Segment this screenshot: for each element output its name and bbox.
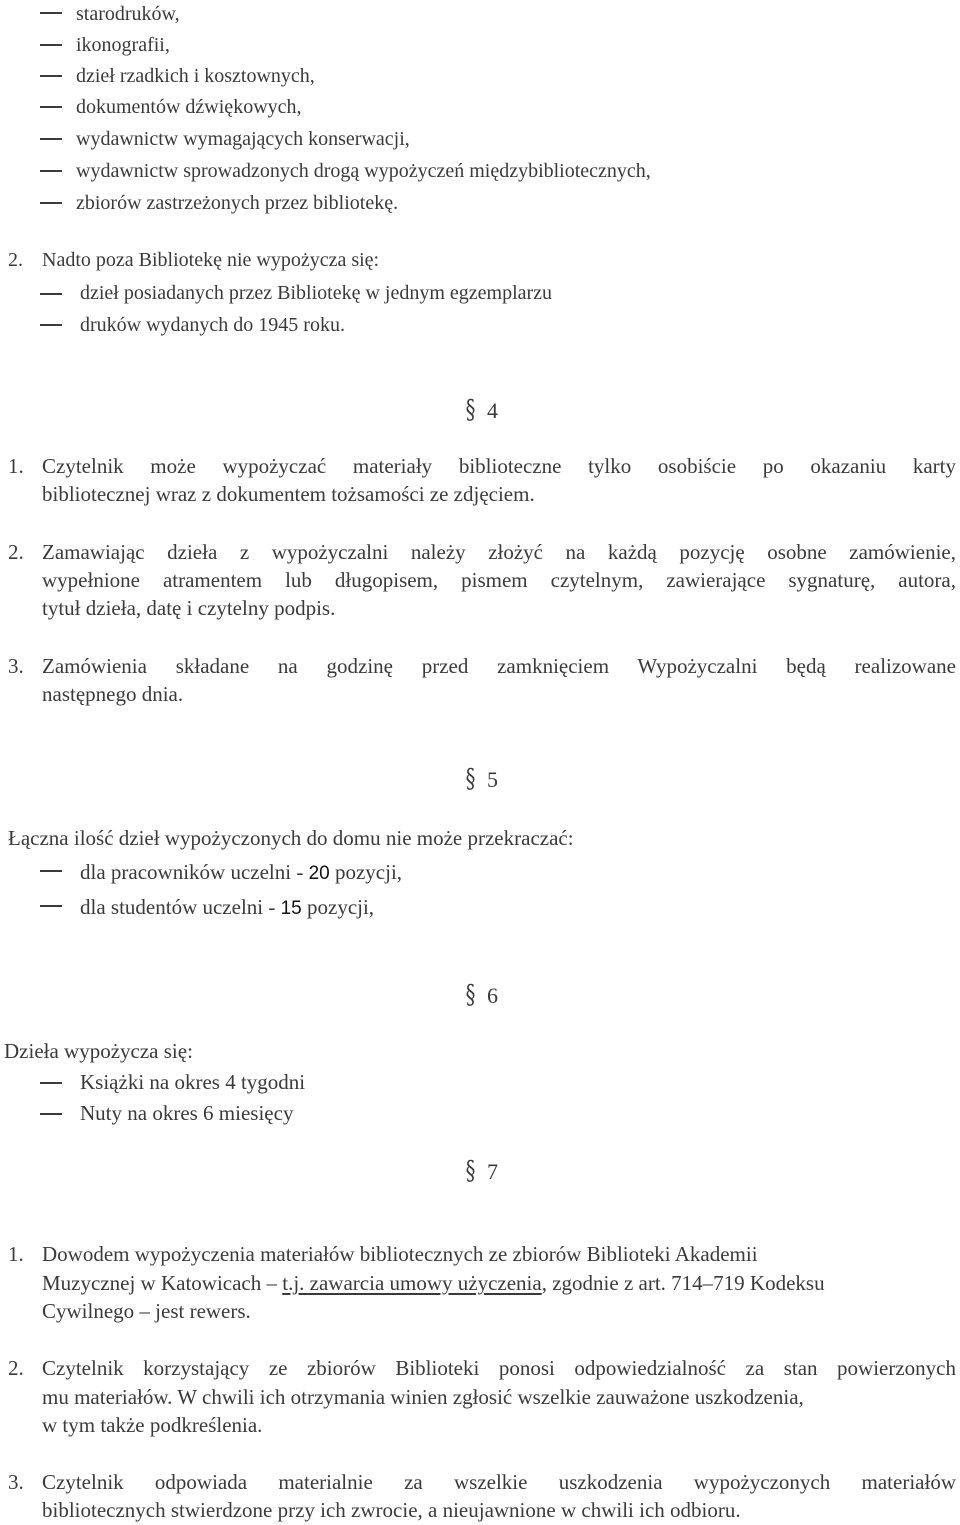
dash-bullet (40, 1113, 62, 1115)
dash-bullet (40, 870, 62, 872)
list-item: dokumentów dźwiękowych, (76, 96, 302, 118)
dash-bullet (40, 44, 62, 46)
paragraph-line: tytuł dzieła, datę i czytelny podpis. (42, 596, 336, 620)
limit-count: 15 (280, 898, 302, 919)
point-number: 2. (8, 249, 23, 271)
section-intro: Dzieła wypożycza się: (4, 1039, 193, 1063)
point-number: 2. (8, 540, 24, 564)
dash-bullet (40, 106, 62, 108)
underlined-term: t.j. zawarcia umowy użyczenia (282, 1271, 542, 1295)
section-number: 5 (487, 767, 498, 792)
dash-bullet (40, 905, 62, 907)
paragraph-line: mu materiałów. W chwili ich otrzymania winien zgłosić wszelkie zauważone uszkodzenia, (42, 1385, 804, 1409)
section-symbol: § (465, 395, 476, 425)
point-number: 2. (8, 1356, 24, 1380)
point-number: 1. (8, 454, 24, 478)
list-item: wydawnictw wymagających konserwacji, (76, 128, 410, 150)
section-heading (464, 1156, 498, 1186)
point-number: 1. (8, 1242, 24, 1266)
list-item-text: dla studentów uczelni - (80, 895, 281, 919)
list-item: druków wydanych do 1945 roku. (80, 314, 345, 336)
dash-bullet (40, 202, 62, 204)
list-item (80, 858, 402, 888)
list-item: Książki na okres 4 tygodni (80, 1070, 306, 1094)
list-item-text: pozycji, (329, 860, 403, 884)
paragraph-line: wypełnione atramentem lub długopisem, pismem czytelnym, zawierające sygnaturę, autora, (42, 568, 956, 592)
dash-bullet (40, 1082, 62, 1084)
point-number: 3. (8, 1470, 24, 1494)
section-number: 7 (487, 1159, 498, 1184)
dash-bullet (40, 12, 62, 14)
section-heading (464, 764, 498, 794)
section-number: 4 (487, 398, 498, 423)
paragraph-line: Czytelnik odpowiada materialnie za wszelkie uszkodzenia wypożyczonych materiałów (42, 1470, 956, 1494)
point-number: 3. (8, 654, 24, 678)
dash-bullet (40, 138, 62, 140)
dash-bullet (40, 170, 62, 172)
list-item: dzieł posiadanych przez Bibliotekę w jednym egzemplarzu (80, 282, 553, 304)
dash-bullet (40, 75, 62, 77)
paragraph-text: Nadto poza Bibliotekę nie wypożycza się: (42, 249, 380, 271)
paragraph-text: , zgodnie z art. 714–719 Kodeksu (541, 1271, 825, 1295)
paragraph-line: Dowodem wypożyczenia materiałów bibliotecznych ze zbiorów Biblioteki Akademii (42, 1242, 758, 1266)
section-intro: Łączna ilość dzieł wypożyczonych do domu nie może przekraczać: (8, 826, 574, 850)
list-item (80, 893, 374, 923)
list-item: dzieł rzadkich i kosztownych, (76, 65, 315, 87)
paragraph-line: bibliotecznej wraz z dokumentem tożsamości ze zdjęciem. (42, 482, 535, 506)
list-item: ikonografii, (76, 34, 170, 56)
paragraph-line: następnego dnia. (42, 682, 184, 706)
paragraph-line: bibliotecznych stwierdzone przy ich zwrocie, a nieujawnione w chwili ich odbioru. (42, 1498, 741, 1522)
list-item-text: dla pracowników uczelni - (80, 860, 309, 884)
section-symbol: § (465, 1156, 476, 1186)
dash-bullet (40, 293, 62, 295)
section-heading (464, 395, 498, 425)
paragraph-line: Czytelnik korzystający ze zbiorów Biblioteki ponosi odpowiedzialność za stan powierzonych (42, 1356, 956, 1380)
section-symbol: § (465, 764, 476, 794)
list-item: starodruków, (76, 3, 180, 25)
paragraph-line: Zamawiając dzieła z wypożyczalni należy złożyć na każdą pozycję osobne zamówienie, (42, 540, 956, 564)
limit-count: 20 (308, 863, 330, 884)
section-number: 6 (487, 983, 498, 1008)
list-item: wydawnictw sprowadzonych drogą wypożyczeń międzybibliotecznych, (76, 160, 651, 182)
list-item-text: pozycji, (301, 895, 375, 919)
list-item: zbiorów zastrzeżonych przez bibliotekę. (76, 192, 399, 214)
paragraph-line: Cywilnego – jest rewers. (42, 1299, 251, 1323)
paragraph-line: Zamówienia składane na godzinę przed zamknięciem Wypożyczalni będą realizowane (42, 654, 956, 678)
paragraph-line: Czytelnik może wypożyczać materiały biblioteczne tylko osobiście po okazaniu karty (42, 454, 956, 478)
section-symbol: § (465, 980, 476, 1010)
section-heading (464, 980, 498, 1010)
paragraph-line: w tym także podkreślenia. (42, 1413, 263, 1437)
paragraph-line (42, 1269, 825, 1298)
paragraph-text: Muzycznej w Katowicach – (42, 1271, 283, 1295)
list-item: Nuty na okres 6 miesięcy (80, 1101, 294, 1125)
dash-bullet (40, 324, 62, 326)
